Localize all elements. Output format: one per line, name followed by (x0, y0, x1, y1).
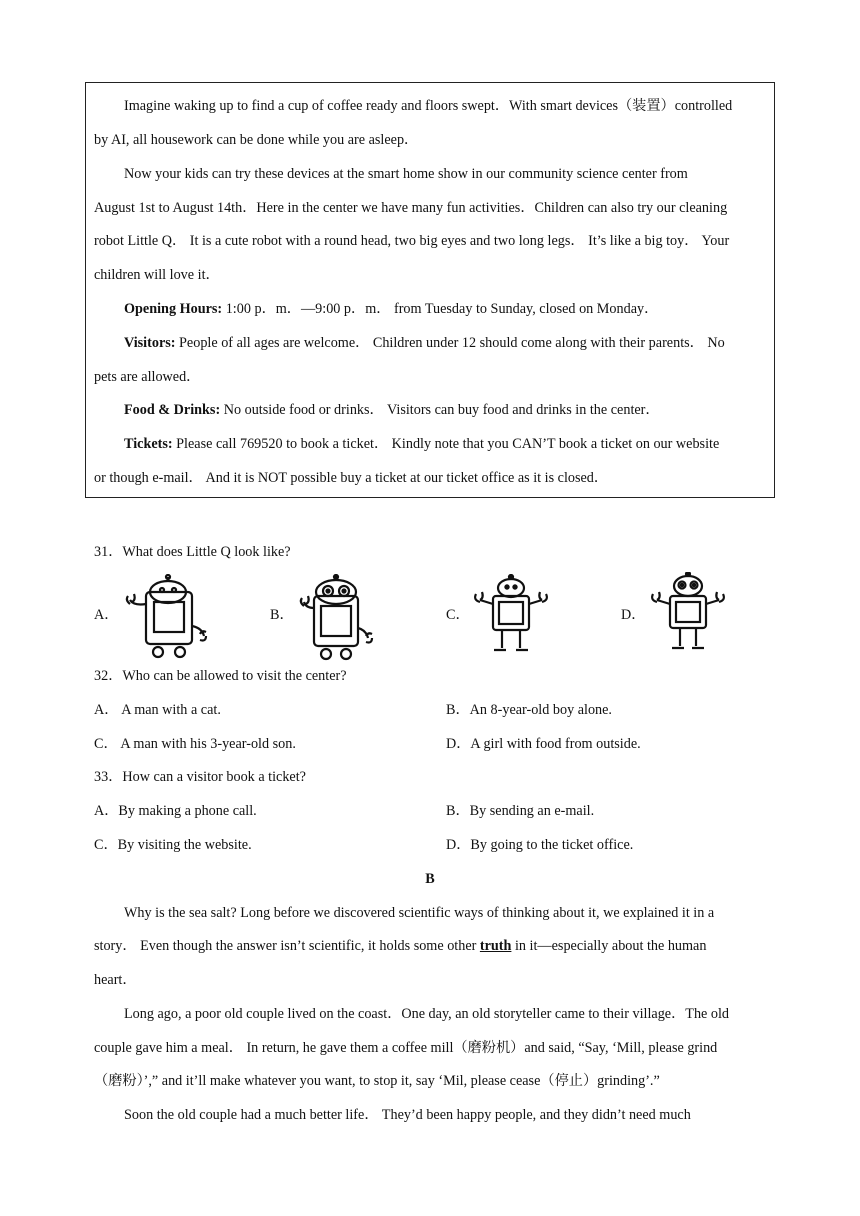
tickets-text: Please call 769520 to book a ticket． Kindly note that you CAN’T book a ticket on our website (172, 436, 720, 452)
passage-text: in it—especially about the human (511, 938, 707, 954)
passage-line: Why is the sea salt? Long before we discovered scientific ways of thinking about it, we explained it in a (124, 905, 715, 921)
opening-hours-line (124, 299, 658, 319)
passage-line: children will love it． (94, 267, 220, 283)
opening-hours-label: Opening Hours: (124, 301, 223, 317)
robot-option-c-image (468, 574, 554, 656)
passage-line: robot Little Q． It is a cute robot with a round head, two big eyes and two long legs． It’s like a big toy． Your (94, 233, 730, 249)
question-31-stem: 31．What does Little Q look like? (94, 544, 291, 560)
passage-line: August 1st to August 14th．Here in the center we have many fun activities．Children can also try our cleaning (94, 200, 728, 216)
q31-option-b-label: B． (270, 607, 294, 623)
q33-option-d: D．By going to the ticket office. (446, 837, 634, 853)
q33-option-c: C．By visiting the website. (94, 837, 252, 853)
question-33-stem: 33．How can a visitor book a ticket? (94, 769, 306, 785)
q33-option-a: A．By making a phone call. (94, 803, 257, 819)
section-b-heading: B (425, 871, 435, 887)
q33-option-b: B．By sending an e-mail. (446, 803, 595, 819)
food-drinks-line (124, 400, 660, 420)
passage-line: Soon the old couple had a much better life． They’d been happy people, and they didn’t need much (124, 1107, 691, 1123)
passage-line: or though e-mail． And it is NOT possible buy a ticket at our ticket office as it is closed． (94, 470, 609, 486)
q32-option-a: A． A man with a cat. (94, 702, 221, 718)
visitors-text: People of all ages are welcome． Children under 12 should come along with their parents． No (175, 335, 725, 351)
tickets-line (124, 434, 719, 454)
tickets-label: Tickets: (124, 436, 173, 452)
passage-line: pets are allowed． (94, 369, 201, 385)
visitors-label: Visitors: (124, 335, 176, 351)
q31-option-a-label: A． (94, 607, 119, 623)
question-32-stem: 32．Who can be allowed to visit the center? (94, 668, 347, 684)
q31-option-c-label: C． (446, 607, 470, 623)
passage-line: Now your kids can try these devices at the smart home show in our community science center from (124, 166, 688, 182)
passage-text: story． Even though the answer isn’t scientific, it holds some other (94, 938, 480, 954)
q32-option-c: C． A man with his 3-year-old son. (94, 736, 296, 752)
visitors-line (124, 333, 725, 353)
passage-line: by AI, all housework can be done while you are asleep． (94, 132, 419, 148)
passage-line: （磨粉）’,” and it’ll make whatever you want, to stop it, say ‘Mil, please cease（停止）grinding’.” (94, 1073, 660, 1089)
food-drinks-text: No outside food or drinks． Visitors can buy food and drinks in the center． (220, 402, 660, 418)
robot-option-d-image (646, 572, 730, 654)
q32-option-d: D．A girl with food from outside. (446, 736, 641, 752)
underlined-word-truth: truth (479, 938, 512, 954)
passage-line: Imagine waking up to find a cup of coffee ready and floors swept．With smart devices（装置）controlled (124, 98, 733, 114)
q32-option-b: B．An 8-year-old boy alone. (446, 702, 612, 718)
passage-line: couple gave him a meal． In return, he gave them a coffee mill（磨粉机）and said, “Say, ‘Mill, please grind (94, 1040, 718, 1056)
passage-line: heart． (94, 972, 137, 988)
food-drinks-label: Food & Drinks: (124, 402, 221, 418)
passage-line-with-truth (94, 936, 706, 956)
opening-hours-text: 1:00 p．m．—9:00 p．m． from Tuesday to Sunday, closed on Monday． (222, 301, 659, 317)
passage-line: Long ago, a poor old couple lived on the coast．One day, an old storyteller came to their village．The old (124, 1006, 730, 1022)
robot-option-b-image (296, 574, 376, 666)
q31-option-d-label: D． (621, 607, 646, 623)
robot-option-a-image (118, 574, 210, 664)
